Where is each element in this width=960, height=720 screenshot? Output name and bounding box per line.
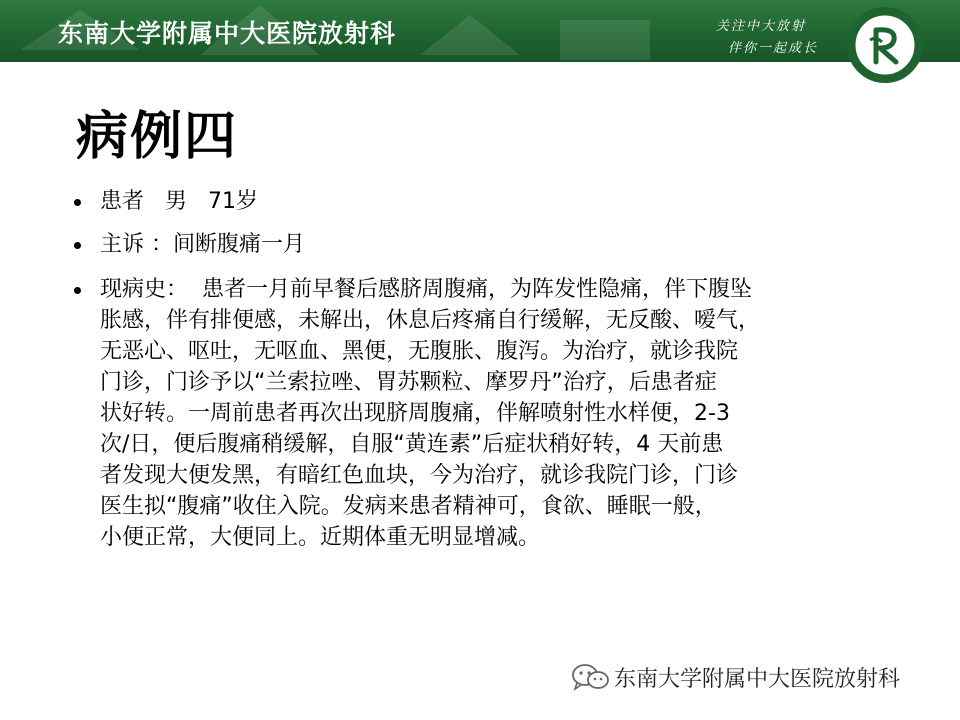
- history-line: 胀感，伴有排便感，未解出，休息后疼痛自行缓解，无反酸、嗳气，: [100, 308, 761, 333]
- bullet-list: [74, 186, 904, 553]
- slide-title: 病例四: [76, 107, 239, 167]
- bullet-patient: [74, 186, 904, 217]
- history-line: 现病史： 患者一月前早餐后感脐周腹痛，为阵发性隐痛，伴下腹坠: [100, 277, 752, 302]
- patient-info-text: 患者 男 71岁: [100, 189, 258, 214]
- history-line: 小便正常，大便同上。近期体重无明显增减。: [100, 525, 541, 550]
- hospital-logo-icon: [846, 6, 924, 84]
- header-bar: [0, 0, 960, 62]
- footer-text: 东南大学附属中大医院放射科: [614, 667, 901, 692]
- history-line: 者发现大便发黑，有暗红色血块，今为治疗，就诊我院门诊，门诊: [100, 463, 739, 488]
- history-line: 医生拟“腹痛”收住入院。发病来患者精神可，食欲、睡眠一般，: [100, 494, 717, 519]
- history-line: 无恶心、呕吐，无呕血、黑便，无腹胀、腹泻。为治疗，就诊我院: [100, 339, 739, 364]
- wechat-icon: [570, 662, 610, 692]
- bullet-dot: [74, 199, 81, 206]
- history-line: 门诊，门诊予以“兰索拉唑、胃苏颗粒、摩罗丹”治疗，后患者症: [100, 370, 717, 395]
- bullet-history: [74, 274, 904, 553]
- history-line: 状好转。一周前患者再次出现脐周腹痛，伴解喷射性水样便，2-3: [100, 401, 730, 426]
- slogan-line-1: 关注中大放射: [716, 19, 807, 34]
- header-title: 东南大学附属中大医院放射科: [58, 19, 397, 48]
- bullet-complaint: [74, 229, 904, 260]
- bullet-dot: [74, 287, 81, 294]
- bullet-dot: [74, 242, 81, 249]
- chief-complaint-text: 主诉 ：间断腹痛一月: [100, 232, 305, 257]
- history-line: 次/日，便后腹痛稍缓解，自服“黄连素”后症状稍好转，4 天前患: [100, 432, 724, 457]
- slogan-line-2: 伴你一起成长: [728, 41, 819, 56]
